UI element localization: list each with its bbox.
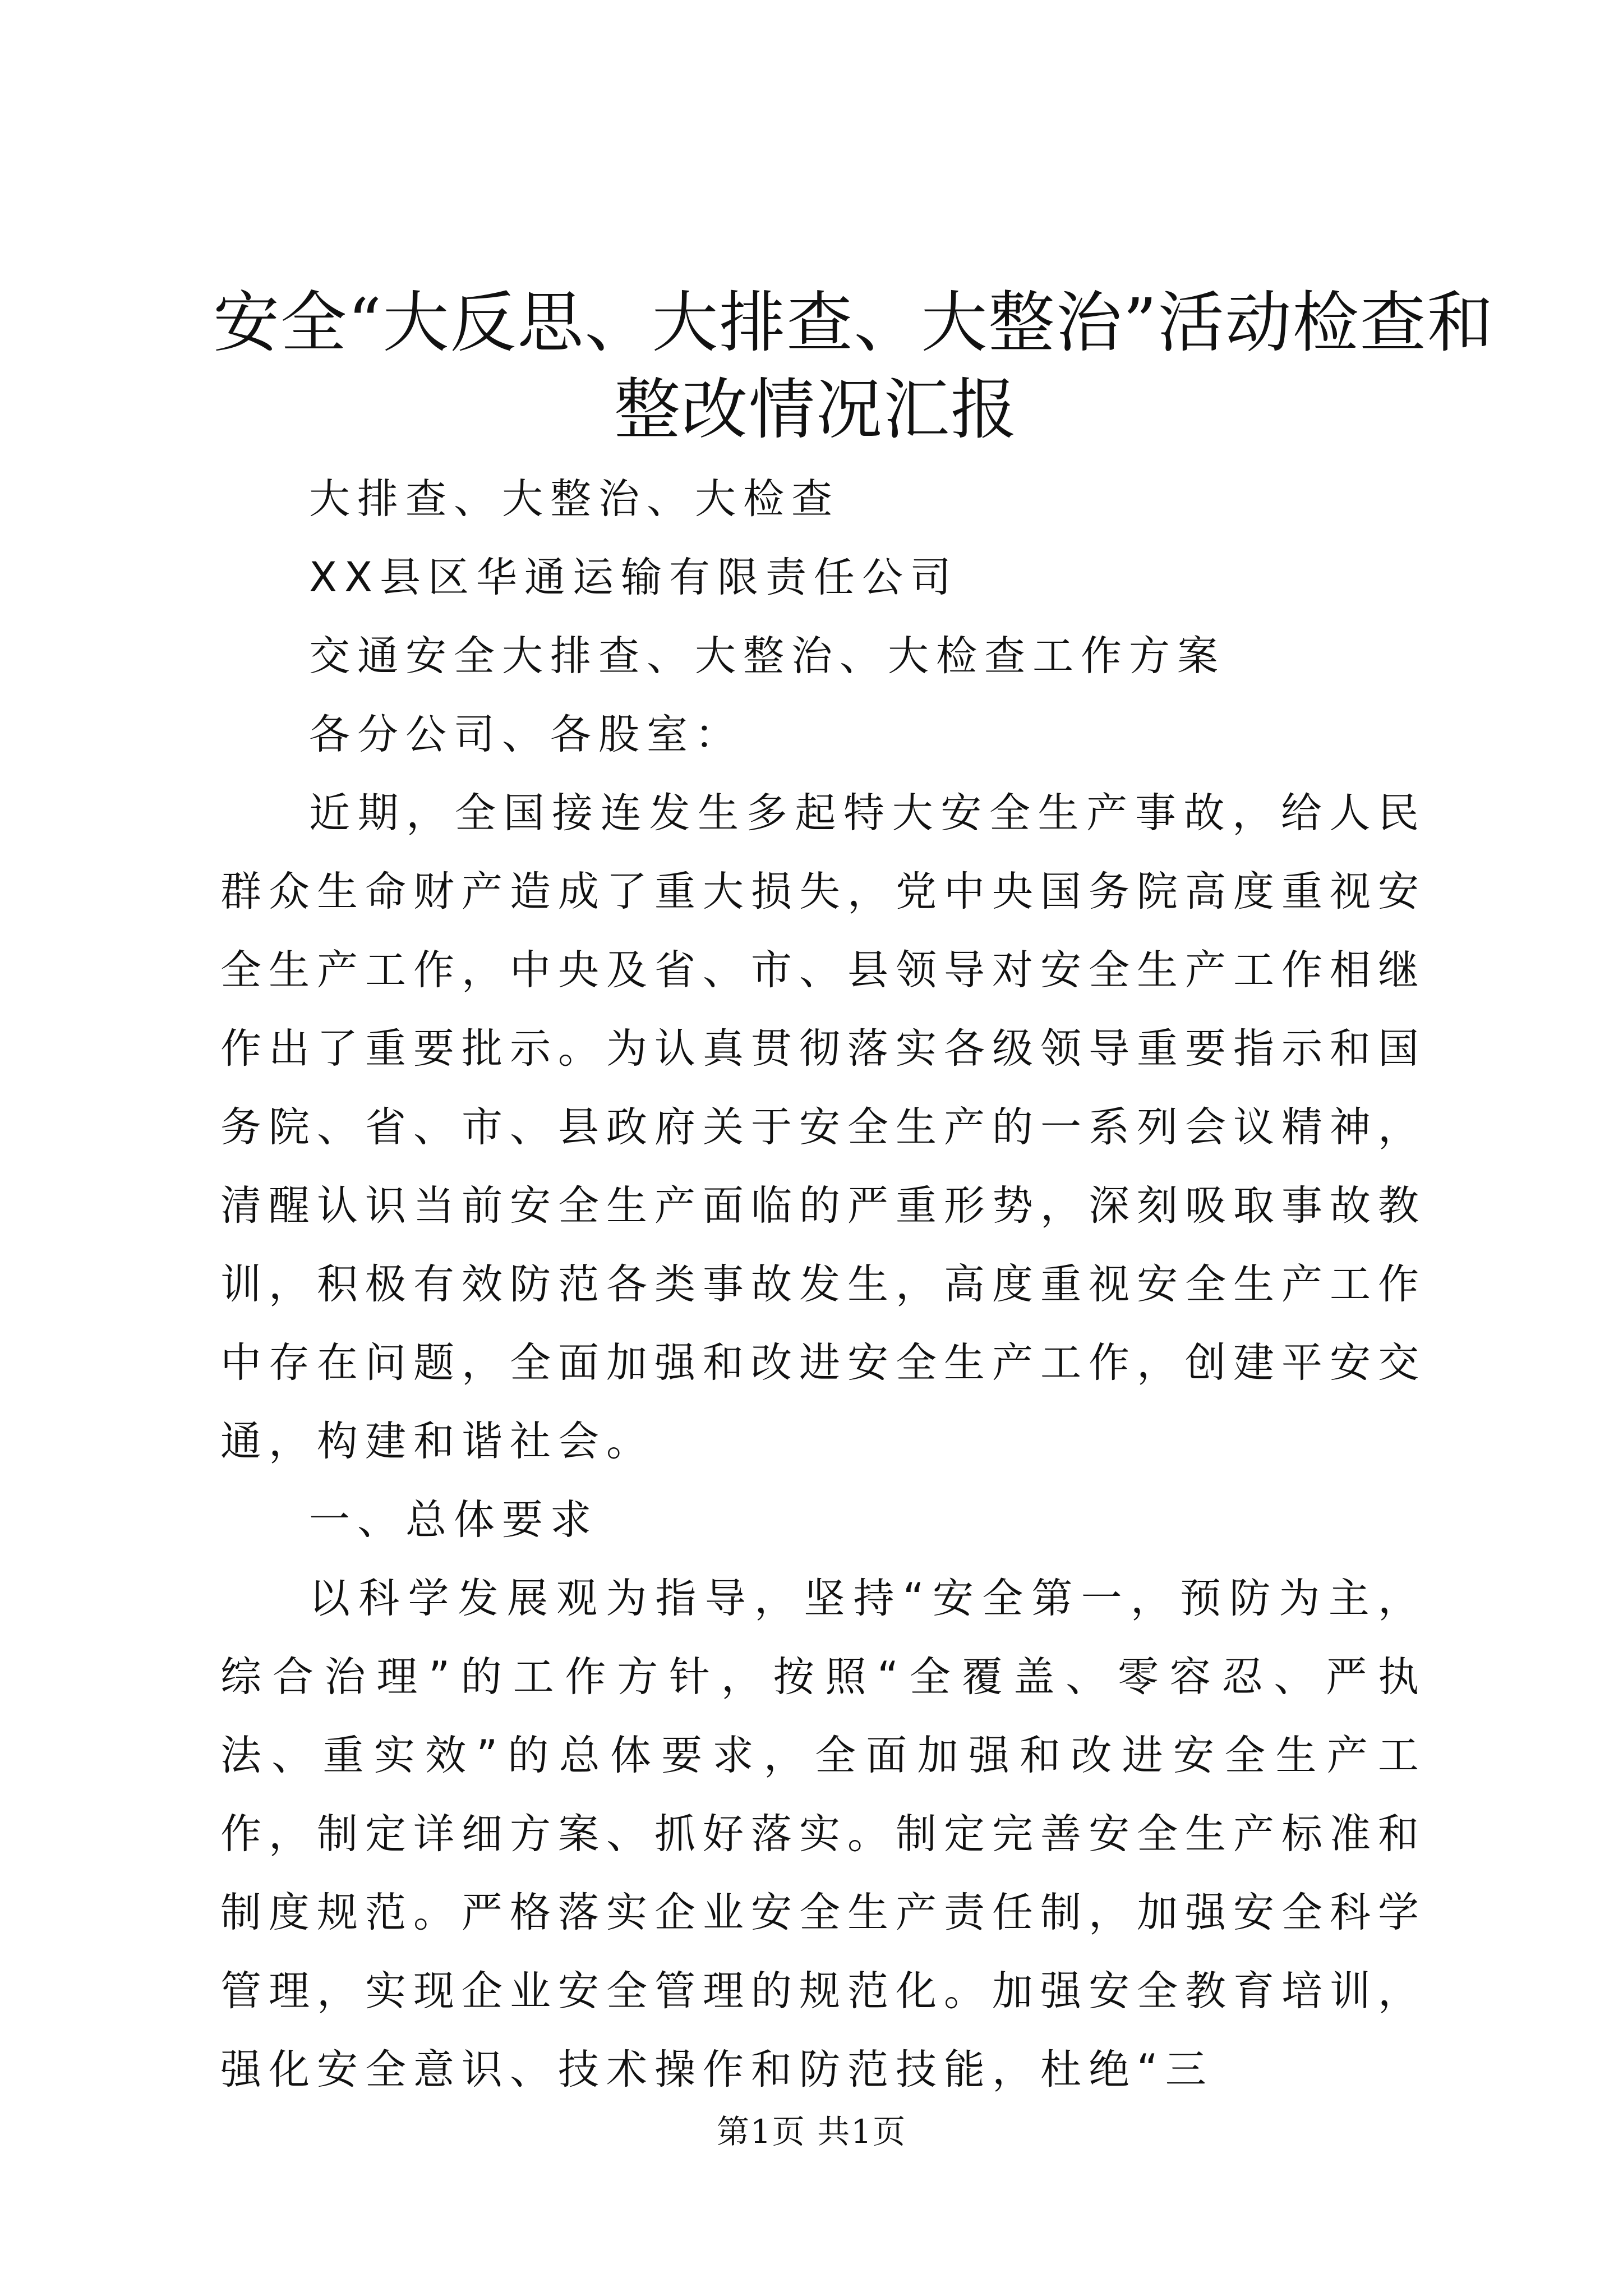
requirements-paragraph: 以科学发展观为指导，坚持“安全第一，预防为主，综合治理”的工作方针，按照“全覆盖、零容忍、严执法、重实效”的总体要求，全面加强和改进安全生产工作，制定详细方案、抓好落实。制定完善安全生产标准和制度规范。严格落实企业安全生产责任制，加强安全科学管理，实现企业安全管理的规范化。加强安全教育培训，强化安全意识、技术操作和防范技能，杜绝“三 bbox=[220, 1575, 1426, 2093]
section-heading: 一、总体要求 bbox=[309, 1496, 598, 1544]
document-title-line-1: 安全“大反思、大排查、大整治”活动检查和 bbox=[213, 284, 1495, 361]
subtitle-paragraph: 大排查、大整治、大检查 bbox=[309, 475, 840, 523]
document-body bbox=[220, 460, 1426, 2109]
page-footer: 第1页 共1页 bbox=[716, 2113, 907, 2151]
company-name-paragraph: XX县区华通运输有限责任公司 bbox=[309, 554, 959, 601]
plan-title-paragraph: 交通安全大排查、大整治、大检查工作方案 bbox=[309, 632, 1225, 680]
intro-paragraph: 近期，全国接连发生多起特大安全生产事故，给人民群众生命财产造成了重大损失，党中央国务院高度重视安全生产工作，中央及省、市、县领导对安全生产工作相继作出了重要批示。为认真贯彻落实各级领导重要指示和国务院、省、市、县政府关于安全生产的一系列会议精神，清醒认识当前安全生产面临的严重形势，深刻吸取事故教训，积极有效防范各类事故发生，高度重视安全生产工作中存在问题，全面加强和改进安全生产工作，创建平安交通，构建和谐社会。 bbox=[220, 789, 1426, 1465]
salutation-paragraph: 各分公司、各股室： bbox=[309, 711, 743, 758]
document-title-line-2: 整改情况汇报 bbox=[614, 371, 1018, 448]
